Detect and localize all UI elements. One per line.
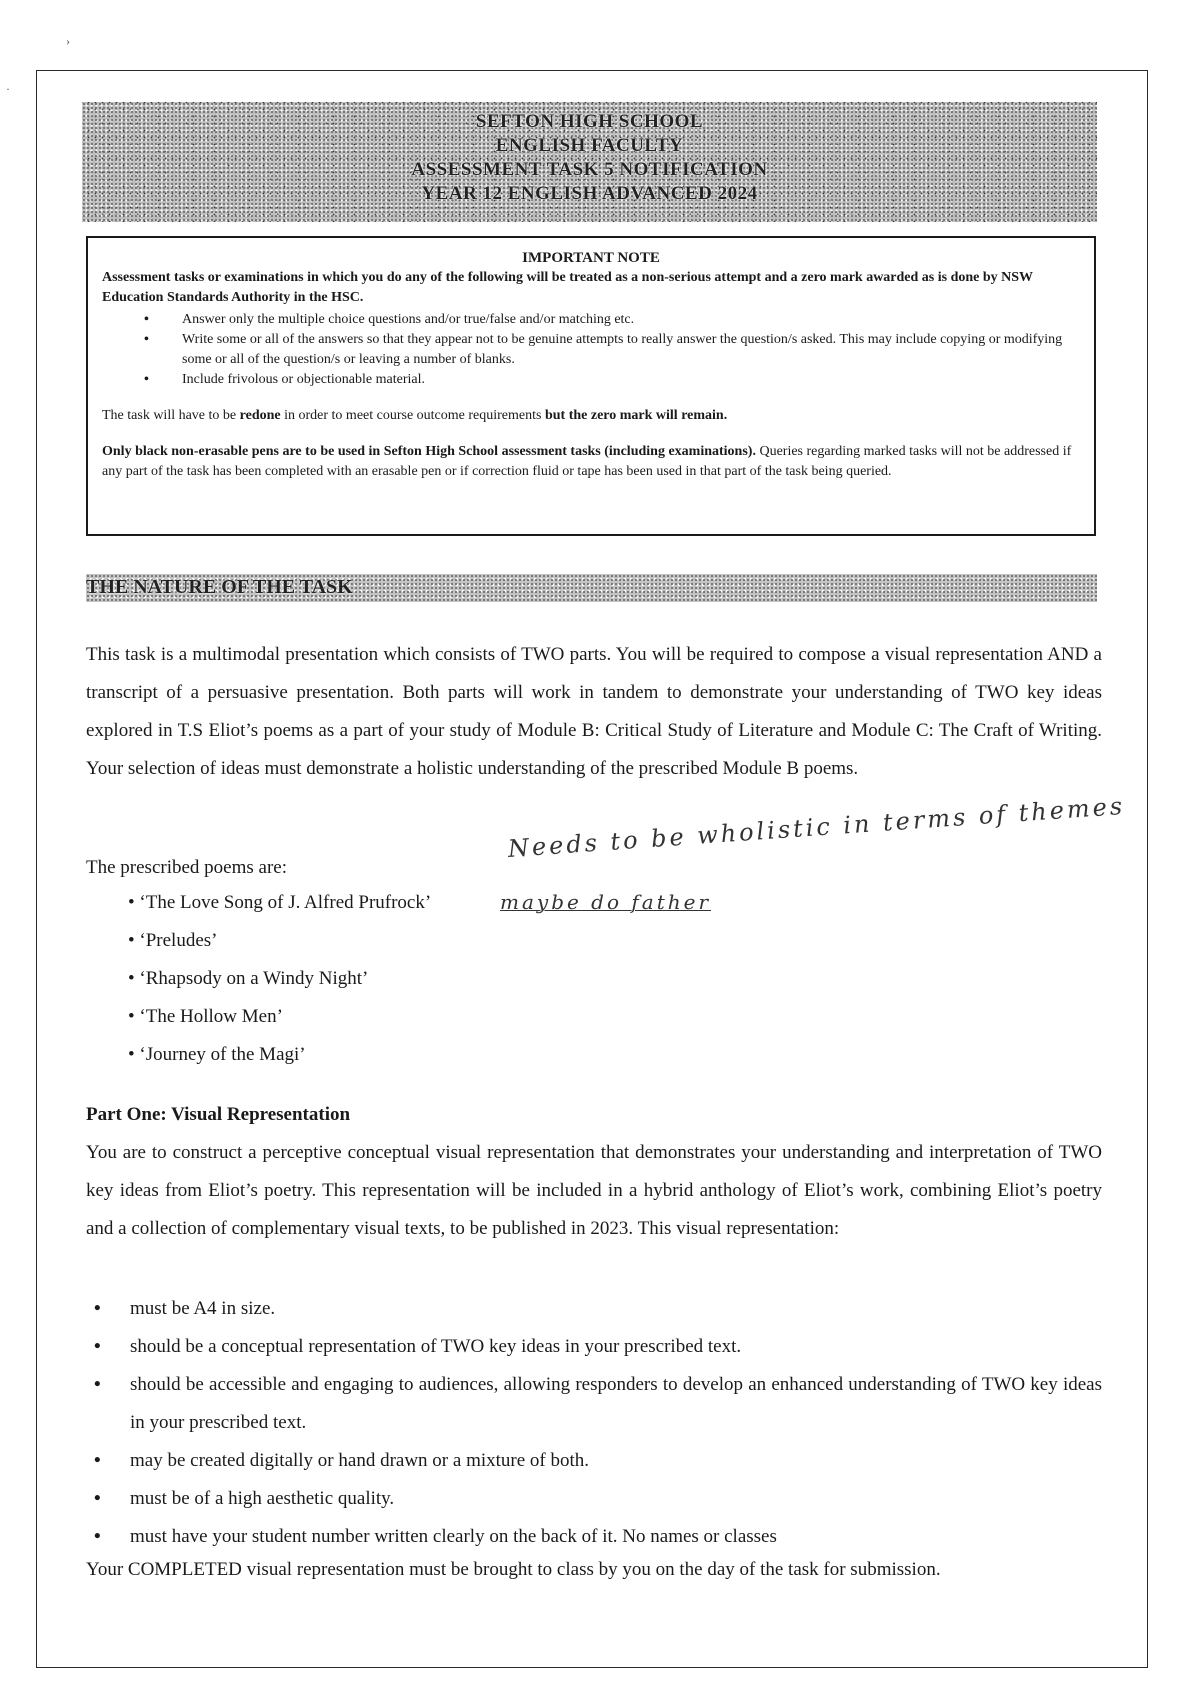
prescribed-poems-label: The prescribed poems are: <box>86 857 287 878</box>
important-note-box <box>86 236 1096 536</box>
important-note-list <box>102 310 1080 390</box>
list-item: • ‘Preludes’ <box>128 930 218 951</box>
pens-statement: Only black non-erasable pens are to be used in Sefton High School assessment tasks (including examinations). Queries regarding marked tasks will not be addressed if any part of the task has been completed with an erasable pen or if correction fluid or tape has been used in that part of the task being queried. <box>102 444 1072 479</box>
section-heading: THE NATURE OF THE TASK <box>86 576 353 598</box>
course-year-title: YEAR 12 ENGLISH ADVANCED 2024 <box>421 183 758 204</box>
task-description: This task is a multimodal presentation which consists of TWO parts. You will be required to compose a visual representation AND a transcript of a persuasive presentation. Both parts will work in tandem to demonstrate your understanding of TWO key ideas explored in T.S Eliot’s poems as a part of your study of Module B: Critical Study of Literature and Module C: The Craft of Writing. Your selection of ideas must demonstrate a holistic understanding of the prescribed Module B poems. <box>86 644 1102 779</box>
list-item: • must have your student number written clearly on the back of it. No names or classes <box>86 1518 1102 1556</box>
faculty-name: ENGLISH FACULTY <box>495 135 684 156</box>
list-item: • ‘The Hollow Men’ <box>128 1006 283 1027</box>
important-note-intro: Assessment tasks or examinations in which you do any of the following will be treated as a non-serious attempt and a zero mark awarded as is done by NSW Education Standards Authority in the HSC. <box>102 270 1033 305</box>
part-one-description: You are to construct a perceptive conceptual visual representation that demonstrates your understanding and interpretation of TWO key ideas from Eliot’s poetry. This representation will be included in a hybrid anthology of Eliot’s work, combining Eliot’s poetry and a collection of complementary visual texts, to be published in 2023. This visual representation: <box>86 1142 1102 1239</box>
list-item: • Write some or all of the answers so that they appear not to be genuine attempts to really answer the question/s asked. This may include copying or modifying some or all of the question/s or leaving a number of blanks. <box>182 330 1080 370</box>
handwritten-annotation-line1: Needs to be wholistic in terms of themes <box>507 791 1126 863</box>
section-heading-band <box>86 574 1097 602</box>
list-item: • must be of a high aesthetic quality. <box>86 1480 1102 1518</box>
school-name: SEFTON HIGH SCHOOL <box>475 111 704 132</box>
important-note-title: IMPORTANT NOTE <box>522 250 660 266</box>
list-item: • ‘Rhapsody on a Windy Night’ <box>128 968 369 989</box>
scan-mark-left: · <box>6 82 10 96</box>
document-header <box>82 102 1097 222</box>
redo-statement: The task will have to be redone in order to meet course outcome requirements but the zero mark will remain. <box>102 408 728 423</box>
scan-mark-top: › <box>66 34 70 48</box>
part-one-heading: Part One: Visual Representation <box>86 1104 351 1125</box>
list-item: • Include frivolous or objectionable material. <box>182 370 1080 390</box>
list-item: • should be accessible and engaging to audiences, allowing responders to develop an enhanced understanding of TWO key ideas in your prescribed text. <box>86 1366 1102 1442</box>
list-item: • ‘Journey of the Magi’ <box>128 1044 306 1065</box>
prescribed-poems-list <box>128 888 431 1078</box>
visual-requirements-list <box>86 1290 1102 1556</box>
list-item: • ‘The Love Song of J. Alfred Prufrock’ <box>128 892 432 913</box>
handwritten-annotation-line2: maybe do father <box>500 890 712 914</box>
submission-instruction: Your COMPLETED visual representation must be brought to class by you on the day of the task for submission. <box>86 1559 941 1580</box>
list-item: • may be created digitally or hand drawn or a mixture of both. <box>86 1442 1102 1480</box>
list-item: • Answer only the multiple choice questions and/or true/false and/or matching etc. <box>182 310 1080 330</box>
task-notification-title: ASSESSMENT TASK 5 NOTIFICATION <box>411 159 768 180</box>
list-item: • must be A4 in size. <box>86 1290 1102 1328</box>
list-item: • should be a conceptual representation of TWO key ideas in your prescribed text. <box>86 1328 1102 1366</box>
